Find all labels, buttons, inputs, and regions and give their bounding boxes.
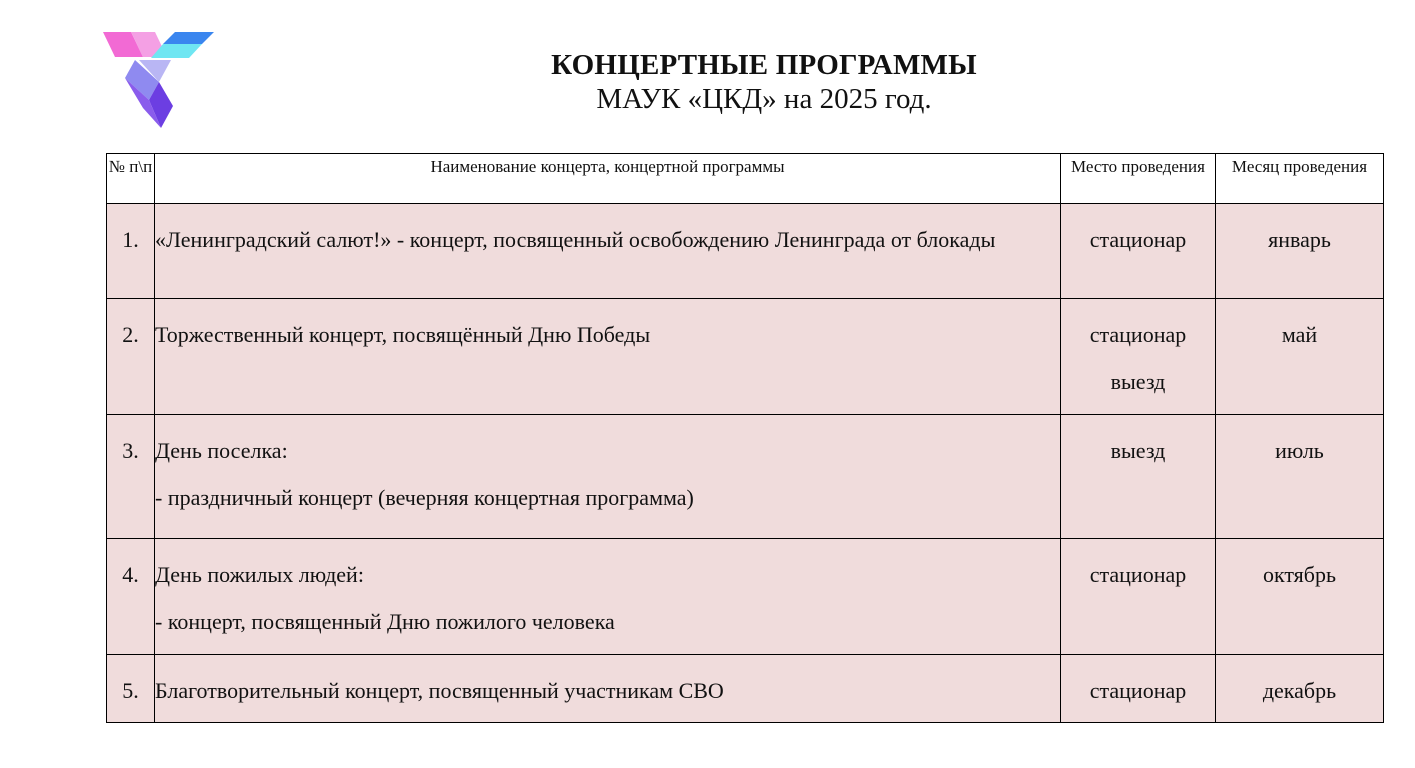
header-month: Месяц проведения [1216,154,1384,204]
program-name: Благотворительный концерт, посвященный участникам СВО [155,655,1061,723]
header-place: Место проведения [1061,154,1216,204]
program-name: Торжественный концерт, посвящённый Дню Победы [155,299,1061,415]
table-row [107,655,1384,723]
row-number: 4. [107,539,155,655]
row-number: 2. [107,299,155,415]
row-number: 3. [107,415,155,539]
program-name: День пожилых людей: - концерт, посвященный Дню пожилого человека [155,539,1061,655]
program-name: «Ленинградский салют!» - концерт, посвященный освобождению Ленинграда от блокады [155,204,1061,299]
program-month: октябрь [1216,539,1384,655]
concert-programs-table [106,153,1384,723]
row-number: 5. [107,655,155,723]
program-month: июль [1216,415,1384,539]
program-place: стационар выезд [1061,299,1216,415]
row-number: 1. [107,204,155,299]
table-row [107,539,1384,655]
program-place: выезд [1061,415,1216,539]
table-row [107,415,1384,539]
table-header-row [107,154,1384,204]
page-subtitle: МАУК «ЦКД» на 2025 год. [596,83,932,115]
program-place: стационар [1061,204,1216,299]
logo-icon [103,30,217,130]
program-place: стационар [1061,539,1216,655]
page-title: КОНЦЕРТНЫЕ ПРОГРАММЫ [551,49,977,81]
header-program-name: Наименование концерта, концертной программы [155,154,1061,204]
program-month: май [1216,299,1384,415]
table-row [107,204,1384,299]
header-number: № п\п [107,154,155,204]
program-month: декабрь [1216,655,1384,723]
table-row [107,299,1384,415]
organization-logo [103,30,217,130]
program-place: стационар [1061,655,1216,723]
program-name: День поселка: - праздничный концерт (вечерняя концертная программа) [155,415,1061,539]
document-header [330,48,1198,116]
program-month: январь [1216,204,1384,299]
